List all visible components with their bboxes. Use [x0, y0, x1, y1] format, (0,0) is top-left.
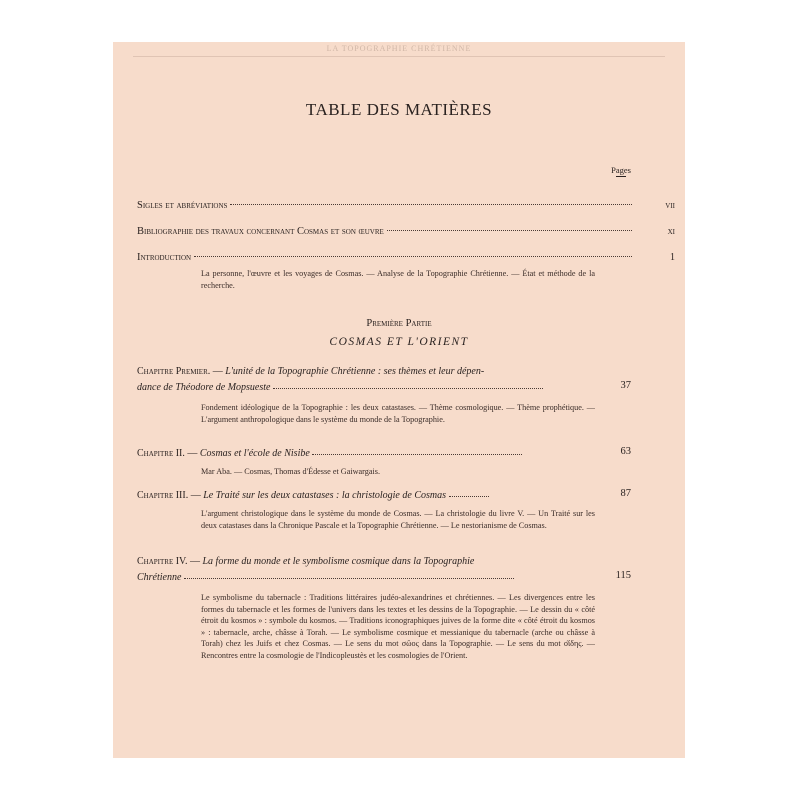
toc-chapter-3[interactable]: Chapitre III. — Le Traité sur les deux catastases : la christologie de Cosmas — [137, 488, 595, 504]
chapter-3-page: 87 — [620, 488, 631, 499]
toc-entry-page: vii — [665, 200, 675, 211]
chapter-4-page: 115 — [615, 570, 631, 581]
chapter-4-summary: Le symbolisme du tabernacle : Traditions littéraires judéo-alexandrines et chrétiennes. — Les divergences entre les formes du tabernacle et les formes de l'univers dans les textes et les dessins de la Topographie. — Le dessin du « côté étroit du kosmos » : symbole du kosmos. — Traditions iconographiques juives de la forme dite « côté étroit du kosmos » : tabernacle, arche, châsse à Torah. — Le symbolisme cosmique et messianique du tabernacle (arche ou châsse à Torah) chez les Juifs et chez Cosmas. — Le sens du mot σῶος dans la Topographie. — Le sens du mot ο͂ίδης. — Rencontres entre la cosmologie de l'Indicopleustès et les cosmologies de l'Orient. — [201, 593, 595, 660]
chapter-label: Chapitre III. — [137, 490, 189, 501]
chapter-label: Chapitre IV. — [137, 556, 188, 567]
pages-column-header — [611, 165, 631, 177]
toc-entry-label: Sigles et abréviations — [137, 200, 228, 211]
toc-entry-introduction[interactable] — [137, 252, 675, 263]
chapter-title-line-1: L'unité de la Topographie Chrétienne : ses thèmes et leur dépen- — [225, 366, 485, 377]
chapter-title-line-2: dance de Théodore de Mopsueste — [137, 382, 271, 393]
toc-chapter-2[interactable]: Chapitre II. — Cosmas et l'école de Nisibe — [137, 446, 595, 462]
running-header-bleedthrough: LA TOPOGRAPHIE CHRÉTIENNE — [133, 42, 665, 57]
chapter-title-line-1: La forme du monde et le symbolisme cosmique dans la Topographie — [202, 556, 475, 567]
toc-entry-label: Introduction — [137, 252, 192, 263]
chapter-label: Chapitre II. — [137, 448, 185, 459]
chapter-2-page: 63 — [620, 446, 631, 457]
chapter-2-summary: Mar Aba. — Cosmas, Thomas d'Édesse et Gaiwargais. — [201, 467, 380, 476]
part-subtitle: COSMAS ET L'ORIENT — [329, 336, 469, 348]
part-label: Première Partie — [366, 318, 432, 329]
chapter-title-line-1: Le Traité sur les deux catastases : la christologie de Cosmas — [203, 490, 446, 501]
leader-dots — [312, 453, 522, 455]
leader-dots — [449, 495, 489, 497]
toc-chapter-1[interactable]: Chapitre Premier. — L'unité de la Topographie Chrétienne : ses thèmes et leur dépen- dance de Théodore de Mopsueste — [137, 364, 595, 396]
chapter-title-line-2: Chrétienne — [137, 572, 182, 583]
toc-entry-page: 1 — [670, 252, 675, 263]
toc-entry-label: Bibliographie des travaux concernant Cosmas et son œuvre — [137, 226, 384, 237]
toc-entry-bibliographie[interactable] — [137, 226, 675, 237]
introduction-summary: La personne, l'œuvre et les voyages de Cosmas. — Analyse de la Topographie Chrétienne. — État et méthode de la recherche. — [201, 269, 595, 290]
toc-chapter-4[interactable]: Chapitre IV. — La forme du monde et le symbolisme cosmique dans la Topographie Chrétienne — [137, 554, 595, 586]
toc-entry-sigles[interactable] — [137, 200, 675, 211]
chapter-3-summary: L'argument christologique dans le système du monde de Cosmas. — La christologie du livre V. — Un Traité sur les deux catastases dans la Chronique Pascale et la Topographie Chrétienne. — Le nestorianisme de Cosmas. — [201, 509, 595, 530]
page-title: TABLE DES MATIÈRES — [305, 100, 493, 119]
pages-underline — [616, 176, 626, 177]
chapter-label: Chapitre Premier. — [137, 366, 211, 377]
leader-dots — [387, 230, 632, 231]
toc-entry-page: xi — [667, 226, 675, 237]
leader-dots — [230, 204, 632, 205]
leader-dots — [273, 387, 543, 389]
leader-dots — [184, 577, 514, 579]
book-page — [113, 42, 685, 758]
chapter-title-line-1: Cosmas et l'école de Nisibe — [199, 448, 310, 459]
leader-dots — [194, 256, 632, 257]
chapter-1-page: 37 — [620, 380, 631, 391]
chapter-1-summary: Fondement idéologique de la Topographie : les deux catastases. — Thème cosmologique. — Thème prophétique. — L'argument anthropologique dans le système du monde de la Topographie. — [201, 403, 595, 424]
pages-label: Pages — [611, 165, 631, 175]
